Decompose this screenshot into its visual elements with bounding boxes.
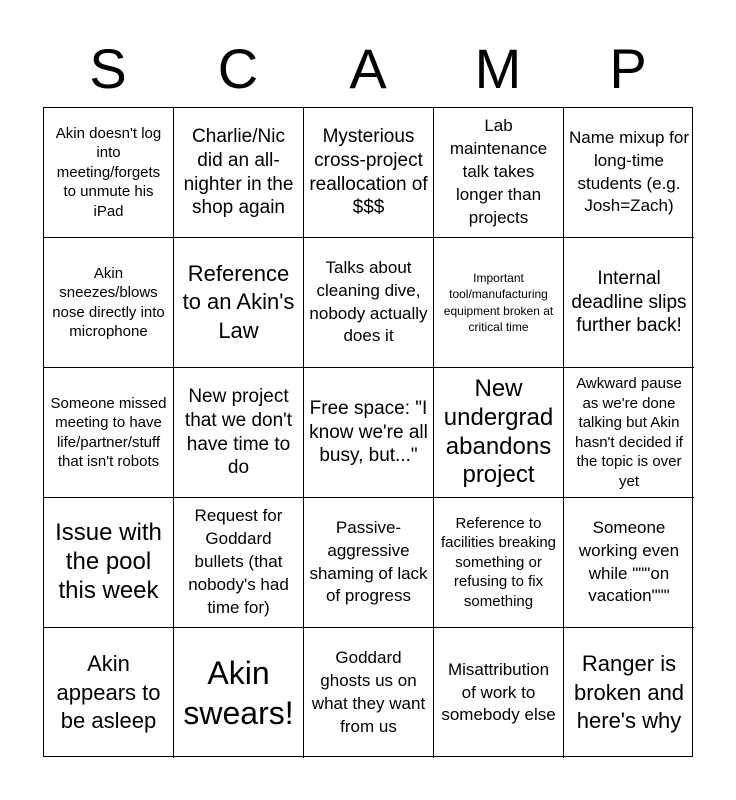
bingo-cell[interactable]: Charlie/Nic did an all-nighter in the shop again [174,108,304,238]
bingo-header [43,30,693,108]
bingo-cell[interactable]: Akin sneezes/blows nose directly into microphone [44,238,174,368]
header-letter-a: A [349,37,387,100]
bingo-cell[interactable]: Mysterious cross-project reallocation of $$$ [304,108,434,238]
bingo-cell[interactable]: Misattribution of work to somebody else [434,628,564,758]
bingo-cell[interactable]: Akin swears! [174,628,304,758]
bingo-cell[interactable]: Someone working even while """on vacation""" [564,498,694,628]
header-letter-s: S [89,37,127,100]
bingo-cell[interactable]: Lab maintenance talk takes longer than projects [434,108,564,238]
bingo-cell[interactable]: Ranger is broken and here's why [573,651,685,734]
header-letter-p: P [609,37,647,100]
bingo-board [43,107,693,757]
bingo-cell[interactable]: Internal deadline slips further back! [564,238,694,368]
bingo-cell[interactable]: Name mixup for long-time students (e.g. Josh=Zach) [564,108,694,238]
bingo-cell[interactable]: Request for Goddard bullets (that nobody's had time for) [174,498,304,628]
bingo-cell[interactable]: Important tool/manufacturing equipment broken at critical time [434,238,564,368]
bingo-cell[interactable]: Someone missed meeting to have life/partner/stuff that isn't robots [44,368,174,498]
bingo-cell[interactable]: Talks about cleaning dive, nobody actually does it [304,238,434,368]
bingo-cell[interactable]: Reference to an Akin's Law [174,238,304,368]
header-letter-m: M [474,37,522,100]
bingo-cell[interactable]: Goddard ghosts us on what they want from us [304,628,434,758]
bingo-cell[interactable]: Awkward pause as we're done talking but Akin hasn't decided if the topic is over yet [564,368,694,498]
bingo-cell[interactable]: Reference to facilities breaking something or refusing to fix something [434,498,564,628]
bingo-cell[interactable]: Akin appears to be asleep [44,628,174,758]
bingo-cell[interactable]: Passive-aggressive shaming of lack of progress [304,498,434,628]
bingo-cell[interactable]: Akin doesn't log into meeting/forgets to unmute his iPad [44,108,174,238]
header-letter-c: C [217,37,259,100]
free-space-cell[interactable]: Free space: "I know we're all busy, but..." [304,368,434,498]
bingo-cell[interactable]: New project that we don't have time to do [174,368,304,498]
bingo-cell[interactable]: Issue with the pool this week [44,498,174,628]
bingo-cell[interactable]: New undergrad abandons project [434,368,564,498]
